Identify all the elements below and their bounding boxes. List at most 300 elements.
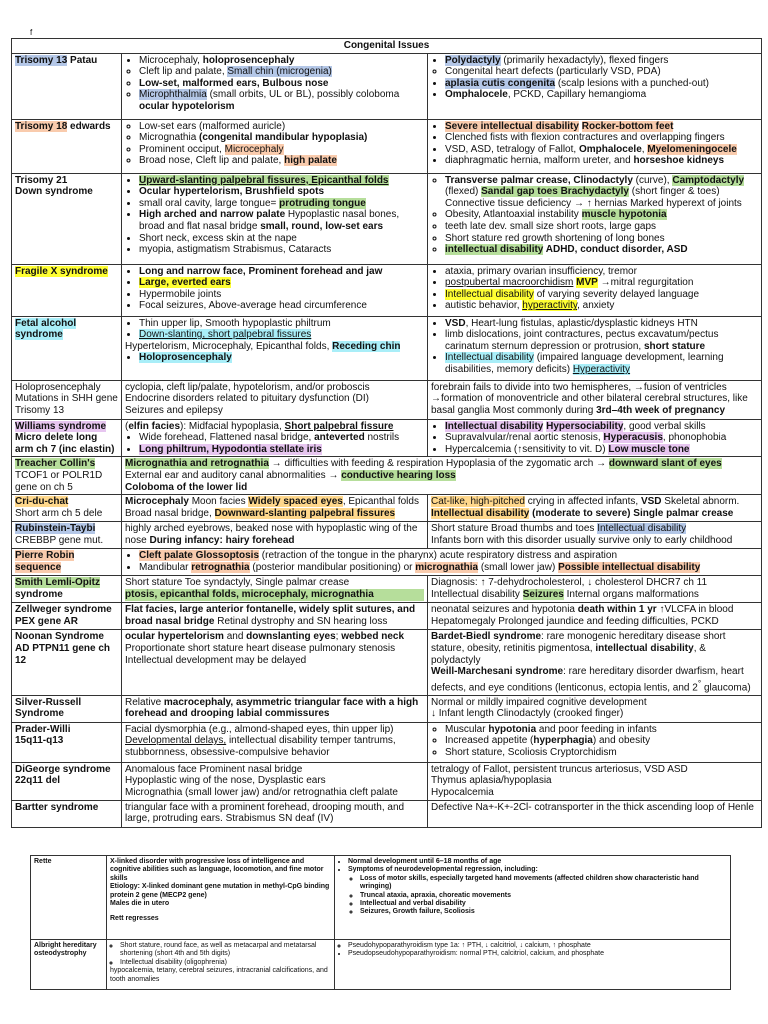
condition-name <box>12 549 122 576</box>
features-right <box>335 940 731 990</box>
text: Micrognathia <box>139 132 200 144</box>
text: ocular hypotelorism <box>139 100 235 112</box>
features-left <box>122 522 428 549</box>
condition-name <box>12 495 122 522</box>
text: Thin upper lip, Smooth hypoplastic philtrum <box>139 317 331 329</box>
text: Anomalous face Prominent nasal bridge <box>125 763 303 775</box>
text: Thymus aplasia/hypoplasia <box>431 775 552 787</box>
text: →mitral regurgitation <box>597 277 694 289</box>
text: Cat-like, high-pitched <box>431 496 525 508</box>
text: Low muscle tone <box>608 443 690 455</box>
text: Intellectual disability <box>445 420 544 432</box>
condition-name: Rette <box>31 856 107 940</box>
text: High arched and narrow palate <box>139 209 286 221</box>
condition-name-part: Cri-du-chat <box>15 496 69 508</box>
text: Intellectual development may be delayed <box>125 654 307 666</box>
text: Developmental delays, <box>125 735 227 747</box>
text: ADHD, conduct disorder, ASD <box>543 244 688 256</box>
table-row <box>12 457 762 495</box>
list-item <box>139 233 424 245</box>
text: short stature <box>643 340 706 352</box>
text: (curve), <box>632 174 673 186</box>
list-item <box>139 562 758 574</box>
text: Supravalvular/renal aortic stenosis, <box>445 432 604 444</box>
feature-list <box>125 55 424 67</box>
text: hyperphagia <box>533 735 593 747</box>
text: Intellectual disability <box>597 523 687 535</box>
text: (small lower jaw) <box>478 561 559 573</box>
condition-name-part: Fragile X syndrome <box>15 265 108 277</box>
text: Downward-slanting palpebral fissures <box>214 507 396 519</box>
text: VSD <box>445 317 466 329</box>
list-item <box>139 550 758 562</box>
text: nostrils <box>364 432 400 444</box>
feature-list <box>338 858 727 917</box>
text: , & polydactyly <box>431 642 706 666</box>
text: ataxia, primary ovarian insufficiency, tremor <box>445 265 637 277</box>
features-left <box>122 53 428 119</box>
list-item <box>445 300 758 312</box>
text: ): Midfacial hypoplasia, <box>180 420 285 432</box>
list-item <box>139 132 424 144</box>
features-right <box>428 53 762 119</box>
condition-name-part: Rubinstein-Taybi <box>15 523 96 535</box>
text <box>125 735 424 758</box>
text: ) and obesity <box>592 735 651 747</box>
corner-mark: f <box>30 28 33 37</box>
text: VSD <box>640 496 662 508</box>
text: hyperactivity <box>522 300 578 312</box>
text: highly arched eyebrows, beaked nose with hypoplastic wing of the nose <box>125 523 418 546</box>
text: Widely spaced eyes <box>248 496 343 508</box>
list-item: ◦ Pseudohypoparathyroidism type 1a: ↑ PTH, ↓ calcitriol, ↓ calcium, ↑ phosphate <box>348 942 727 950</box>
text: myopia, astigmatism Strabismus, Cataracts <box>139 244 332 256</box>
condition-name <box>12 576 122 603</box>
condition-name-part: DiGeorge syndrome <box>15 763 111 775</box>
text: , <box>641 143 648 155</box>
text: (elfin facies): Midfacial hypoplasia, Short palpebral fissure <box>125 420 394 432</box>
features-left <box>122 495 428 522</box>
text: Facial dysmorphia (e.g., almond-shaped eyes, thin upper lip) <box>125 723 394 735</box>
features-right <box>428 695 762 722</box>
list-item <box>445 78 758 90</box>
title-row <box>12 39 762 54</box>
features-right <box>335 856 731 940</box>
text: micrognathia <box>415 561 479 573</box>
text: Micrognathia and retrognathia <box>125 458 269 470</box>
text: Broad nose, Cleft lip and palate, <box>139 155 285 167</box>
text: Defective Na+-K+-2Cl- cotransporter in the thick ascending loop of Henle <box>431 801 754 813</box>
list-item <box>445 244 758 256</box>
text: Upward-slanting palpebral fissures, Epicanthal folds <box>139 174 389 186</box>
text: protruding tongue <box>279 197 366 209</box>
list-item: • Normal development until 6–18 months of age <box>348 858 727 866</box>
text: Intellectual disability <box>445 288 534 300</box>
condition-name <box>12 119 122 173</box>
list-item: • Pseudopseudohypoparathyroidism: normal PTH, calcitriol, calcium, and phosphate <box>348 950 727 958</box>
text: ° <box>697 677 702 688</box>
list-item <box>445 432 758 444</box>
text: Coloboma of the lower lid <box>125 481 248 493</box>
features-right <box>428 495 762 522</box>
list-item: ◦ Truncal ataxia, apraxia, choreatic movements <box>360 892 727 900</box>
features-right <box>428 630 762 695</box>
text: retrognathia <box>191 561 250 573</box>
list-item: ◦ Seizures, Growth failure, Scoliosis <box>360 908 727 916</box>
feature-list <box>431 66 758 78</box>
text: Hyperactivity <box>572 363 631 375</box>
text: Short stature red growth shortening of long bones <box>445 232 665 244</box>
table-row <box>12 549 762 576</box>
list-item <box>139 144 424 156</box>
text: Short stature, Scoliosis Cryptorchidism <box>445 746 617 758</box>
table-row <box>12 695 762 722</box>
condition-name <box>12 630 122 695</box>
text: and poor feeding in infants <box>536 723 657 735</box>
condition-name <box>12 722 122 762</box>
text: : rare hereditary disorder dwarfism, heart defects, and eye conditions (lenticonus, ectopia lentis, and 2 <box>431 666 744 694</box>
list-item <box>445 144 758 156</box>
condition-name-part: Noonan Syndrome <box>15 631 104 643</box>
condition-name-part: 22q11 del <box>15 775 61 787</box>
text <box>125 470 758 482</box>
text: : rare monogenic hereditary disease short stature, obesity, retinitis pigmentosa, <box>431 631 726 654</box>
list-item <box>139 209 424 232</box>
list-item <box>445 289 758 301</box>
condition-name-part: edwards <box>67 120 111 132</box>
feature-list <box>125 432 424 455</box>
text: Receding chin <box>332 340 401 352</box>
features-left <box>122 576 428 603</box>
condition-name-part: Bartter syndrome <box>15 801 99 813</box>
text: Bardet-Biedl syndrome <box>431 631 542 643</box>
text: Seizures and epilepsy <box>125 404 223 416</box>
text: Males die in utero <box>110 900 170 908</box>
text: and <box>223 631 247 643</box>
features-right <box>428 762 762 800</box>
condition-name <box>12 53 122 119</box>
list-item <box>445 132 758 144</box>
condition-name-part: Prader-Willi <box>15 723 71 735</box>
text: Intellectual disability <box>445 352 534 364</box>
text: diaphragmatic hernia, malform ureter, and <box>445 155 634 167</box>
condition-name-part: CREBBP gene mut. <box>15 534 104 546</box>
condition-name <box>12 457 122 495</box>
features-full <box>122 549 762 576</box>
text: Small chin (microgenia) <box>227 66 332 78</box>
condition-name-part: Patau <box>67 54 98 66</box>
secondary-table-wrap <box>30 855 730 990</box>
feature-list <box>431 209 758 255</box>
list-item: ◦ Short stature, round face, as well as metacarpal and metatarsal shortening (short 4th and 5th digits) <box>120 942 331 959</box>
table-row <box>12 419 762 457</box>
features-left <box>122 722 428 762</box>
features-left <box>122 630 428 695</box>
feature-list <box>431 724 758 759</box>
condition-name <box>12 762 122 800</box>
text: neonatal seizures and hypotonia <box>431 604 578 616</box>
list-item <box>139 289 424 301</box>
features-right <box>428 800 762 827</box>
text: conductive hearing loss <box>341 469 456 481</box>
text: ocular hypertelorism <box>125 631 224 643</box>
text: Short stature Broad thumbs and toes <box>431 523 598 535</box>
feature-list <box>431 318 758 376</box>
text: cyclopia, cleft lip/palate, hypotelorism, and/or proboscis <box>125 381 370 393</box>
text: MVP <box>576 277 598 289</box>
list-item <box>139 352 424 364</box>
list-item <box>139 266 424 278</box>
text: Hypersociability <box>546 420 624 432</box>
text: Microphthalmia <box>139 89 207 101</box>
list-item <box>348 866 727 916</box>
text: elfin facies <box>128 420 181 432</box>
text: Omphalocele <box>578 143 642 155</box>
text: X-linked disorder with progressive loss of intelligence and cognitive abilities such as language, locomotion, and fine motor skills <box>110 858 324 882</box>
list-item <box>445 329 758 352</box>
features-right <box>428 419 762 457</box>
list-item <box>139 300 424 312</box>
text: Increased appetite ( <box>445 735 534 747</box>
list-item <box>445 444 758 456</box>
list-item <box>445 266 758 278</box>
condition-name-part: Down syndrome <box>15 186 93 198</box>
text: postpubertal macroorchidism <box>445 277 574 289</box>
list-item <box>445 221 758 233</box>
text: Focal seizures, Above-average head circumference <box>139 300 367 312</box>
table-row <box>12 264 762 316</box>
condition-name-part: sequence <box>15 561 62 573</box>
text: Diagnosis: ↑ 7-dehydrocholesterol, ↓ cholesterol DHCR7 ch 11 <box>431 577 708 589</box>
condition-name-part: PEX gene AR <box>15 615 78 627</box>
condition-name-part: syndrome <box>15 588 63 600</box>
text: (moderate to severe) Single palmar crease <box>529 507 734 519</box>
table-row <box>12 800 762 827</box>
text: , PCKD, Capillary hemangioma <box>507 89 647 101</box>
text: Transverse palmar crease, Clinodactyly <box>445 174 633 186</box>
condition-name-part: Holoprosencephaly Mutations in SHH gene Trisomy 13 <box>15 381 118 416</box>
list-item <box>445 352 758 375</box>
list-item <box>139 329 424 341</box>
table-row <box>12 495 762 522</box>
condition-name <box>12 264 122 316</box>
text: of varying severity delayed language <box>533 288 700 300</box>
list-item <box>139 155 424 167</box>
feature-list <box>431 55 758 67</box>
text: ↑VLCFA in blood Hepatomegaly Prolonged jaundice and feeding difficulties, PCKD <box>431 604 734 627</box>
list-item <box>445 724 758 736</box>
text: downward slant of eyes <box>608 458 722 470</box>
condition-name-part: Treacher Collin's <box>15 458 96 470</box>
text: Mandibular <box>139 561 192 573</box>
list-item <box>139 318 424 330</box>
feature-list <box>431 175 758 198</box>
text: Internal organs malformations <box>563 588 699 600</box>
features-right <box>428 722 762 762</box>
text: small oral cavity, large tongue= <box>139 197 280 209</box>
text: (scalp lesions with a punched-out) <box>555 77 710 89</box>
table-row <box>12 630 762 695</box>
text: Camptodactyly <box>672 174 745 186</box>
text: Flat facies, large anterior fontanelle, widely split sutures, and broad nasal bridge <box>125 604 416 627</box>
text: Microcephaly <box>224 143 284 155</box>
text: → difficulties with feeding & respiration Hypoplasia of the zygomatic arch → <box>268 458 609 470</box>
text: aplasia cutis congenita <box>445 77 556 89</box>
features-left <box>107 856 335 940</box>
list-item <box>445 421 758 433</box>
condition-name <box>12 316 122 380</box>
list-item <box>445 89 758 101</box>
text: Severe intellectual disability <box>445 120 579 132</box>
feature-list <box>125 121 424 167</box>
list-item <box>445 66 758 78</box>
feature-list <box>125 318 424 341</box>
features-right <box>428 173 762 264</box>
text: Infants born with this disorder usually survive only to early childhood <box>431 534 733 546</box>
text: Retinal dystrophy and SN hearing loss <box>214 615 388 627</box>
list-item <box>139 66 424 78</box>
features-left <box>122 800 428 827</box>
text: Hypoplastic nasal bones, broad and flat nasal bridge <box>139 209 400 232</box>
text: limb dislocations, joint contractures, pectus excavatum/pectus carinatum sternum depression or protrusion, <box>445 329 719 352</box>
table-row <box>12 173 762 264</box>
text: Prominent occiput, <box>139 143 225 155</box>
text: hypotonia <box>488 723 537 735</box>
text: horseshoe kidneys <box>633 155 725 167</box>
list-item <box>139 78 424 90</box>
list-item <box>139 244 424 256</box>
table-row <box>12 522 762 549</box>
condition-name-part: AD PTPN11 gene ch 12 <box>15 642 111 666</box>
features-right <box>428 576 762 603</box>
condition-name <box>12 522 122 549</box>
text: crying in affected infants, <box>524 496 641 508</box>
condition-name-part: Trisomy 21 <box>15 174 68 186</box>
text: Hypertelorism, Microcephaly, Epicanthal folds, <box>125 340 333 352</box>
text: Connective tissue deficiency → ↑ hernias Marked hyperext of joints <box>445 197 742 209</box>
text: Short stature Toe syndactyly, Single palmar crease <box>125 577 350 589</box>
feature-list <box>125 266 424 312</box>
list-item <box>139 175 424 187</box>
text: muscle hypotonia <box>581 209 667 221</box>
text: triangular face with a prominent forehead, drooping mouth, and large, protruding ears. Strabismus SN deaf (IV) <box>125 801 405 825</box>
features-left <box>122 173 428 264</box>
text: anteverted <box>314 432 365 444</box>
text: ptosis, epicanthal folds, microcephaly, micrognathia <box>125 589 424 601</box>
condition-name-part: Trisomy 13 <box>15 54 68 66</box>
features-right <box>428 316 762 380</box>
text: Intellectual disability <box>431 588 523 600</box>
table-row <box>12 762 762 800</box>
text: , Heart-lung fistulas, aplastic/dysplastic kidneys HTN <box>465 317 698 329</box>
feature-list <box>431 266 758 312</box>
text: forebrain fails to divide into two hemispheres, →fusion of ventricles →formation of monoventricle and other bilateral cerebral structures, like basal ganglia Most commonly during <box>431 381 748 416</box>
text: Micrognathia (small lower jaw) and/or retrognathia cleft palate <box>125 786 398 798</box>
text <box>125 341 424 353</box>
features-left <box>107 940 335 990</box>
text: Down-slanting, short palpebral fissures <box>139 329 312 341</box>
text: Microcephaly <box>125 496 189 508</box>
text: Cleft palate Glossoptosis <box>139 550 260 562</box>
features-right <box>428 522 762 549</box>
features-right <box>428 380 762 419</box>
table-row <box>12 603 762 630</box>
text: VSD, ASD, tetralogy of Fallot, <box>445 143 579 155</box>
text: Intellectual disability <box>431 507 530 519</box>
text: During infancy: hairy forehead <box>149 534 295 546</box>
feature-list <box>431 121 758 167</box>
feature-list <box>125 550 758 573</box>
text: (small orbits, UL or BL), possibly coloboma <box>206 89 400 101</box>
text: intellectual disability <box>595 642 694 654</box>
list-item: ◦ Loss of motor skills, especially targeted hand movements (affected children show characteristic hand wringing) <box>360 875 727 892</box>
text: Holoprosencephaly <box>139 352 232 364</box>
features-left <box>122 695 428 722</box>
features-right <box>428 119 762 173</box>
text: (retraction of the tongue in the pharynx) acute respiratory distress and aspiration <box>259 550 617 562</box>
condition-name-part: Smith Lemli-Opitz <box>15 577 100 589</box>
features-left <box>122 264 428 316</box>
list-item <box>445 747 758 759</box>
condition-name-part: Silver-Russell <box>15 696 82 708</box>
text: External ear and auditory canal abnormalities → <box>125 469 342 481</box>
text: glaucoma) <box>701 682 751 694</box>
text: Polydactyly <box>445 54 501 66</box>
features-full <box>122 457 762 495</box>
list-item <box>445 175 758 198</box>
feature-sublist <box>348 875 727 917</box>
condition-name <box>12 800 122 827</box>
feature-list <box>338 942 727 950</box>
condition-name-part: Fetal alcohol syndrome <box>15 317 77 341</box>
condition-name <box>12 603 122 630</box>
text: Rocker-bottom feet <box>581 120 674 132</box>
text: small, round, low-set ears <box>260 220 384 232</box>
features-right <box>428 603 762 630</box>
feature-list <box>125 352 424 364</box>
condition-name <box>12 380 122 419</box>
condition-name-part: Williams syndrome <box>15 420 107 432</box>
table-row <box>12 380 762 419</box>
text: Sandal gap toes Brachydactyly <box>481 186 629 198</box>
text: Short neck, excess skin at the nape <box>139 232 297 244</box>
features-left <box>122 762 428 800</box>
text: Hypermobile joints <box>139 288 222 300</box>
list-item <box>445 55 758 67</box>
text: Endocrine disorders related to pituitary dysfunction (DI) <box>125 393 370 405</box>
text: (posterior mandibular positioning) or <box>249 561 416 573</box>
text: Relative <box>125 696 164 708</box>
text: Hypoplastic wing of the nose, Dysplastic ears <box>125 775 326 787</box>
text: downslanting eyes <box>246 631 336 643</box>
text: , Epicanthal folds Broad nasal bridge, <box>125 496 419 519</box>
text: Etiology: X-linked dominant gene mutation in methyl-CpG binding protein 2 gene (MECP2 gene) <box>110 883 330 899</box>
text: tetralogy of Fallot, persistent truncus arteriosus, VSD ASD <box>431 763 688 775</box>
condition-name-part: 15q11-q13 <box>15 735 64 747</box>
table-row <box>31 856 731 940</box>
list-item <box>139 186 424 198</box>
text: Skeletal abnorm. <box>661 496 740 508</box>
text: Hyperacusis <box>603 432 663 444</box>
text: Low-set ears (malformed auricle) <box>139 120 286 132</box>
text: Obesity, Atlantoaxial instability <box>445 209 582 221</box>
text: Omphalocele <box>445 89 508 101</box>
text: (impaired language development, learning disabilities, memory deficits) <box>445 352 724 375</box>
text: holoprosencephaly <box>202 54 295 66</box>
text <box>125 458 758 470</box>
list-item: ◦ Intellectual and verbal disability <box>360 900 727 908</box>
text: , good verbal skills <box>623 420 706 432</box>
